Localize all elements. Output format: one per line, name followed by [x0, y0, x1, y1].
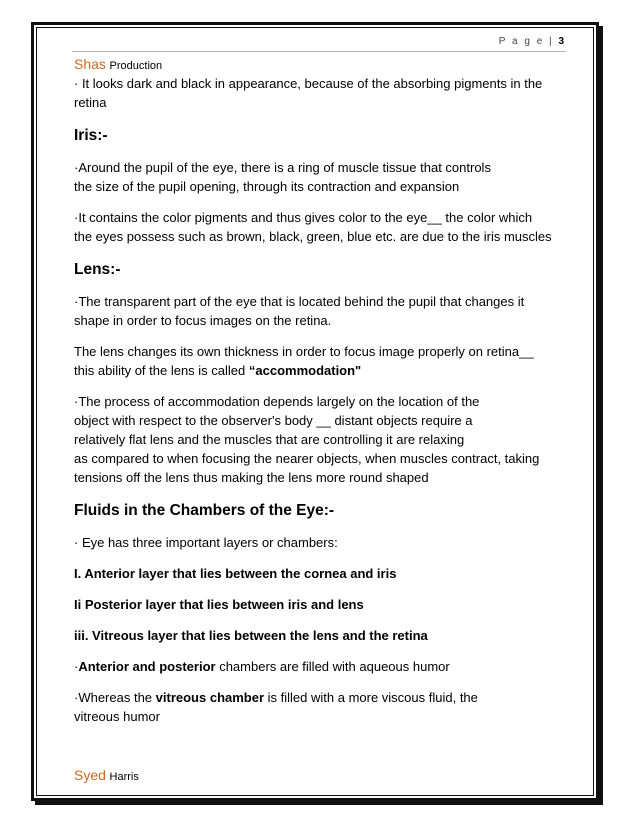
page-number: P a g e | 3	[498, 36, 564, 47]
text-line: ·Around the pupil of the eye, there is a ring of muscle tissue that controls	[74, 160, 491, 175]
header-brand-name: Shas	[74, 56, 106, 72]
layer-3-text: iii. Vitreous layer that lies between the lens and the retina	[74, 628, 428, 643]
iris-paragraph-2	[74, 208, 574, 246]
chambers-aqueous	[74, 657, 574, 676]
layer-1	[74, 564, 574, 583]
lens-heading: Lens:-	[74, 261, 121, 278]
text-line: as compared to when focusing the nearer objects, when muscles contract, taking	[74, 451, 540, 466]
text-run: chambers are filled with aqueous humor	[215, 659, 450, 674]
text-run: ·Whereas the	[74, 690, 156, 705]
text-line: tensions off the lens thus making the lens more round shaped	[74, 470, 429, 485]
text-line: relatively flat lens and the muscles that are controlling it are relaxing	[74, 432, 465, 447]
text-line: ·The process of accommodation depends largely on the location of the	[74, 394, 480, 409]
anterior-posterior-term: Anterior and posterior	[78, 659, 216, 674]
text-line: shape in order to focus images on the retina.	[74, 313, 332, 328]
footer-name: Syed	[74, 767, 106, 783]
text-run: ·	[74, 659, 79, 674]
header-brand-sub: Production	[109, 60, 163, 72]
lens-paragraph-1	[74, 292, 574, 330]
vitreous-chamber-term: vitreous chamber	[155, 690, 265, 705]
page-border-shadow-bottom	[35, 801, 603, 805]
text-line: The lens changes its own thickness in order to focus image properly on retina__	[74, 344, 534, 359]
text-line: the size of the pupil opening, through its contraction and expansion	[74, 179, 460, 194]
text-line: object with respect to the observer's body __ distant objects require a	[74, 413, 473, 428]
accommodation-term: “accommodation"	[248, 363, 362, 378]
layer-2	[74, 595, 574, 614]
document-body	[74, 74, 574, 726]
text-line: ·The transparent part of the eye that is located behind the pupil that changes it	[74, 294, 525, 309]
page-label: P a g e	[498, 36, 545, 47]
iris-paragraph-1	[74, 158, 574, 196]
text-line: ·It contains the color pigments and thus gives color to the eye__ the color which	[74, 210, 533, 225]
text-line: the eyes possess such as brown, black, green, blue etc. are due to the iris muscles	[74, 229, 552, 244]
intro-line: · It looks dark and black in appearance, because of the absorbing pigments in the	[74, 76, 543, 91]
footer-brand	[74, 767, 139, 783]
chambers-vitreous	[74, 688, 574, 726]
footer-sub: Harris	[109, 771, 139, 783]
intro-paragraph	[74, 74, 574, 112]
layer-1-text: I. Anterior layer that lies between the cornea and iris	[74, 566, 397, 581]
page-number-value: 3	[558, 36, 564, 47]
fluids-intro: · Eye has three important layers or chambers:	[74, 535, 338, 550]
layer-2-text: Ii Posterior layer that lies between iris and lens	[74, 597, 364, 612]
layer-3	[74, 626, 574, 645]
header-divider	[72, 51, 566, 52]
page-border-shadow-right	[599, 26, 603, 805]
text-run: is filled with a more viscous fluid, the	[264, 690, 478, 705]
text-line: vitreous humor	[74, 709, 160, 724]
iris-heading: Iris:-	[74, 127, 108, 144]
header-brand	[74, 56, 162, 72]
fluids-heading: Fluids in the Chambers of the Eye:-	[74, 502, 335, 519]
lens-paragraph-2	[74, 342, 574, 380]
intro-line: retina	[74, 95, 107, 110]
text-line: this ability of the lens is called	[74, 363, 249, 378]
lens-paragraph-3	[74, 392, 574, 487]
